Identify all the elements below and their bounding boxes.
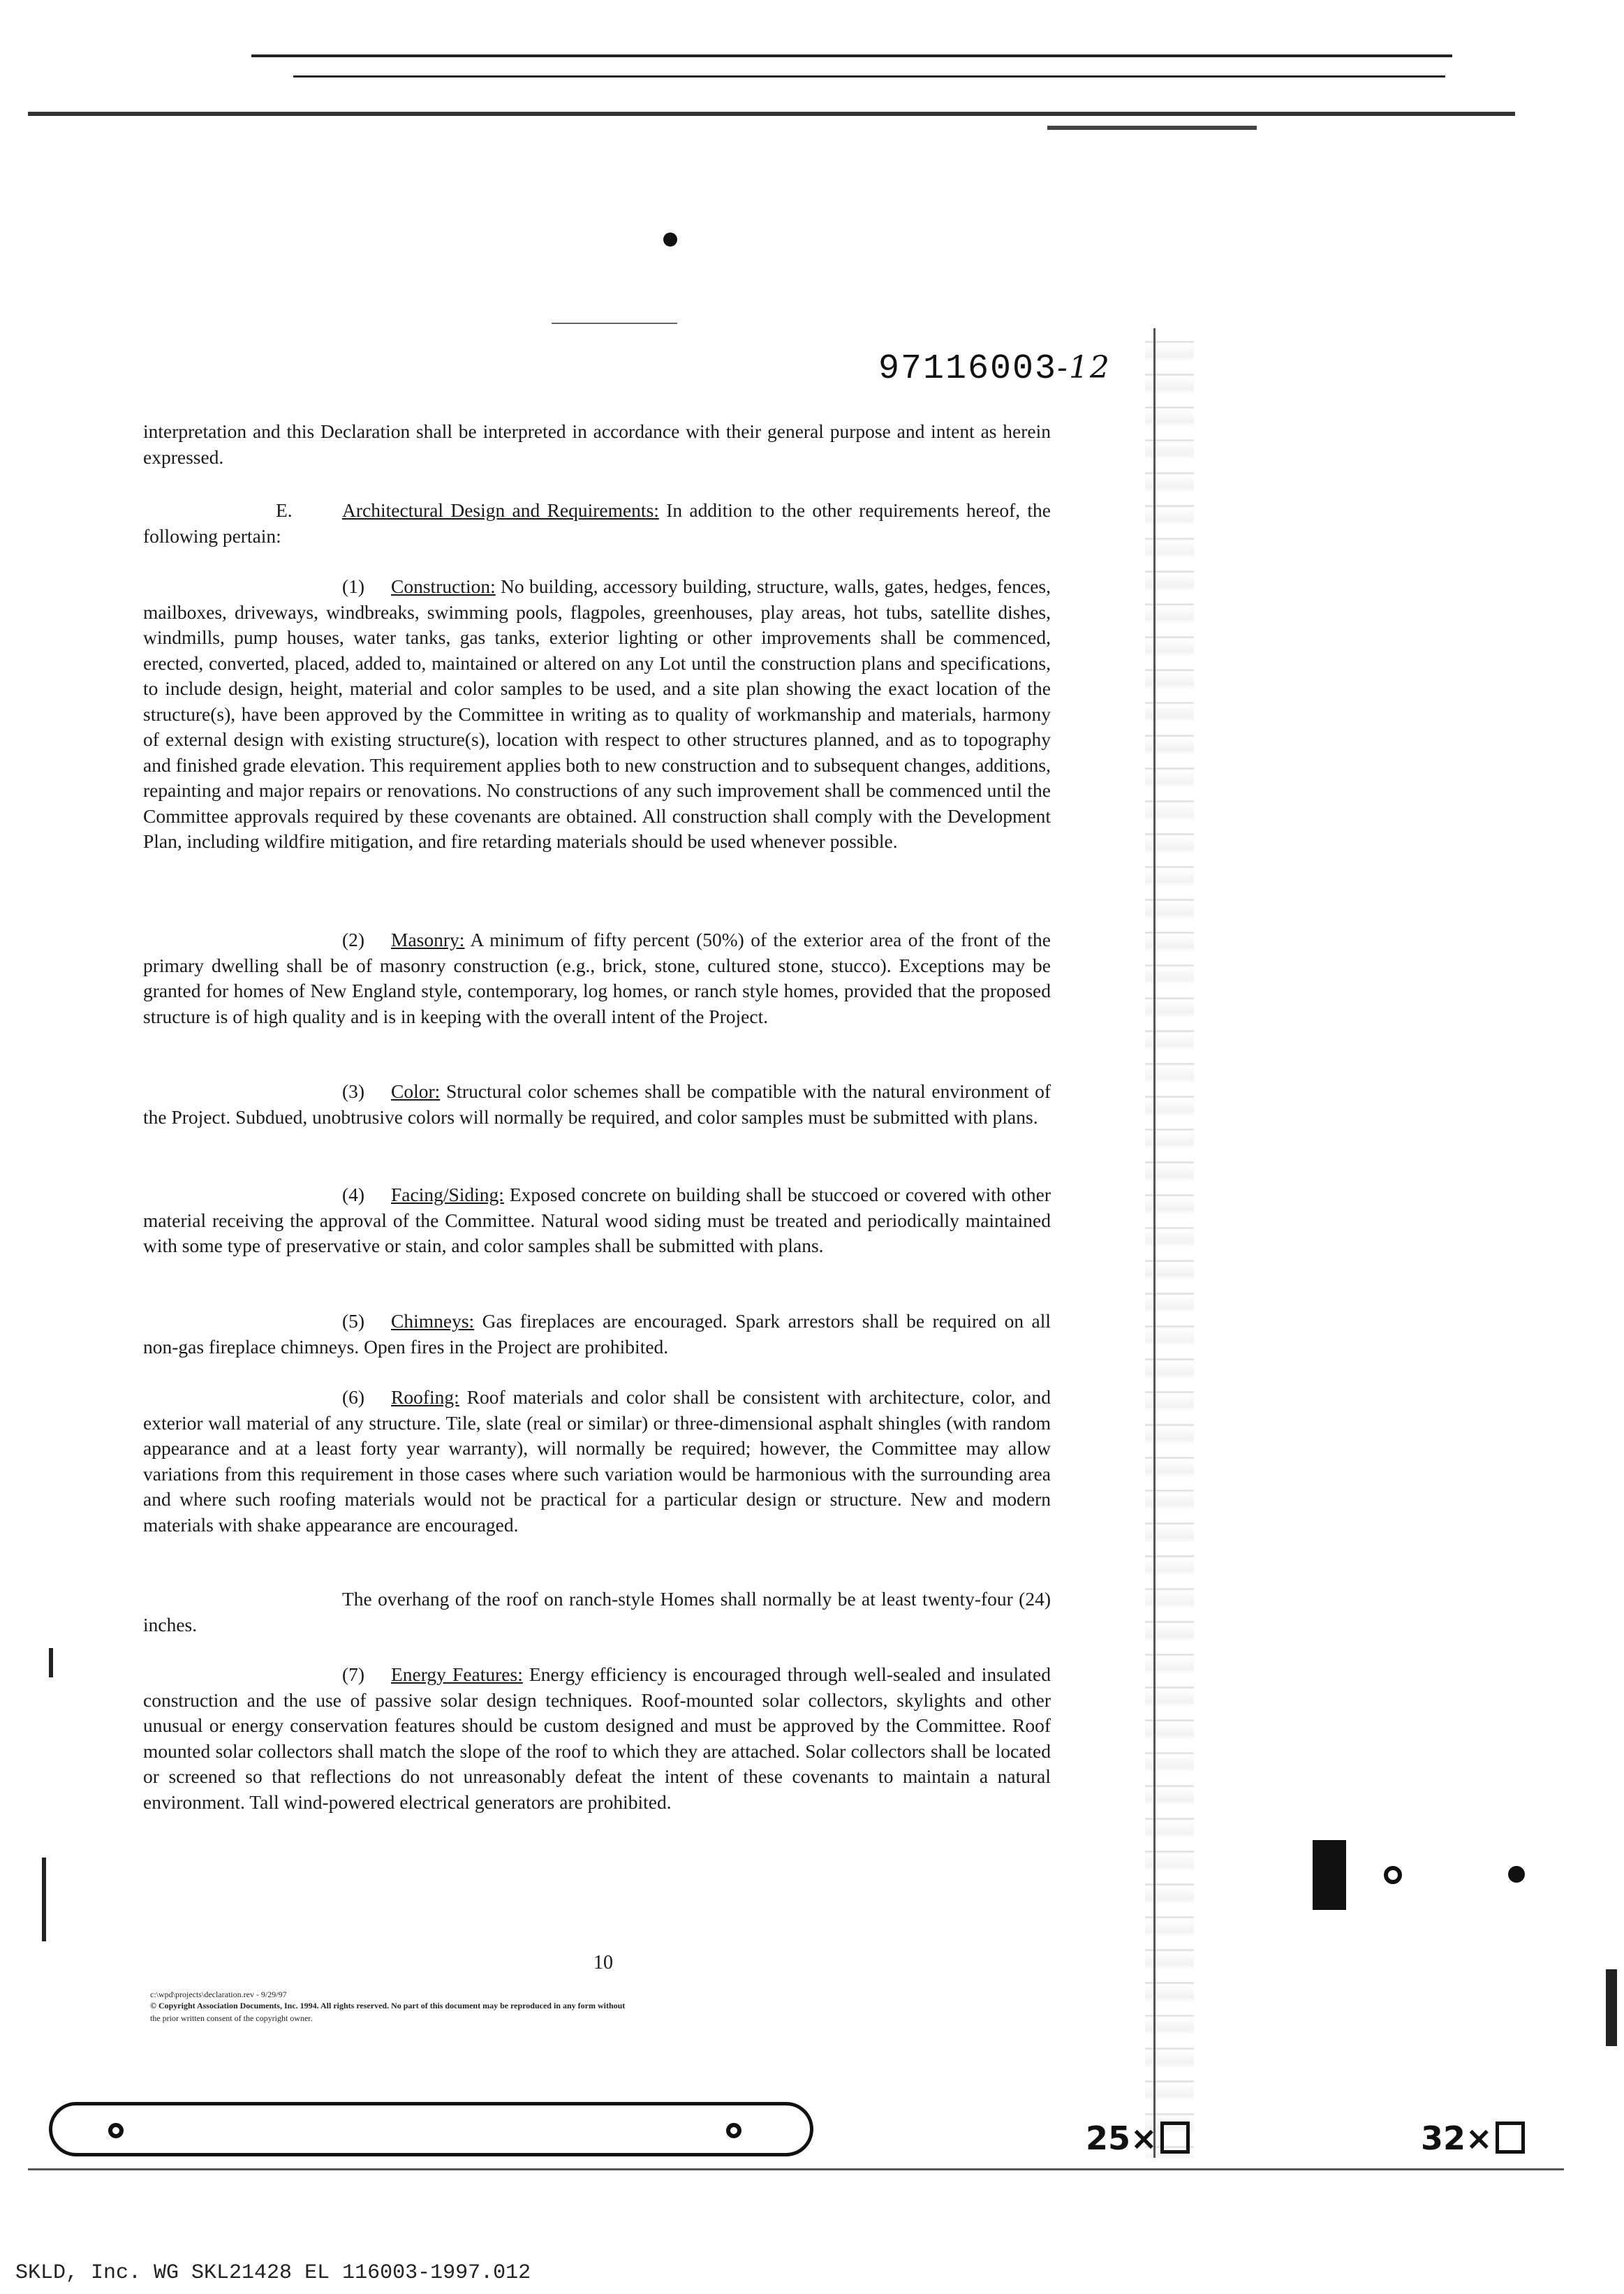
subsection-6-overhang [143, 1587, 1051, 1638]
scan-dash [552, 323, 677, 324]
scan-rule-top-2 [293, 75, 1445, 78]
scan-rule-top-3 [28, 112, 1515, 116]
scan-margin-noise [1145, 328, 1194, 2158]
paragraph-intro: interpretation and this Declaration shall be interpreted in accordance with their general purpose and intent as herein expressed. [143, 420, 1051, 468]
subsection-1-text: No building, accessory building, structure, walls, gates, hedges, fences, mailboxes, driveways, windbreaks, swimming pools, flagpoles, greenhouses, play areas, hot tubs, satellite dishes, windmills, pump houses, water tanks, gas tanks, exterior lighting or other improvements shall be commenced, erected, converted, placed, added to, maintained or altered on any Lot until the construction plans and specifications, to include design, height, material and color samples to be used, and a site plan showing the exact location of the structure(s), have been approved by the Committee in writing as to quality of workmanship and materials, harmony of external design with existing structure(s), location with respect to other structures planned, and as to topography and finished grade elevation. This requirement applies both to new construction and to subsequent changes, additions, repainting and major repairs or renovations. No constructions of any such improvement shall be commenced until the Committee approvals required by these covenants are obtained. All construction shall comply with the Development Plan, including wildfire mitigation, and fire retarding materials should be used whenever possible. [143, 575, 1051, 852]
reduction-mark-25 [1086, 2119, 1190, 2157]
subsection-5 [143, 1309, 1051, 1360]
footnote-copyright: © Copyright Association Documents, Inc. 1994. All rights reserved. No part of this document may be reproduced in any form without [150, 2001, 626, 2010]
subsection-5-heading: Chimneys: [391, 1310, 475, 1332]
subsection-7 [143, 1662, 1051, 1815]
section-e-label: E. [276, 499, 293, 521]
scan-rule-top-4 [1047, 126, 1257, 130]
reduction-32-label: 32× [1421, 2119, 1493, 2157]
scan-ring-2 [108, 2123, 124, 2138]
scan-blotch-1 [1313, 1840, 1346, 1910]
document-number: 97116003 [878, 349, 1058, 389]
scan-dot-top [663, 233, 677, 247]
subsection-3 [143, 1079, 1051, 1130]
subsection-5-number: (5) [342, 1310, 365, 1332]
reduction-25-label: 25× [1086, 2119, 1158, 2157]
subsection-2 [143, 927, 1051, 1029]
subsection-7-number: (7) [342, 1663, 365, 1685]
subsection-2-heading: Masonry: [391, 929, 465, 950]
subsection-4 [143, 1182, 1051, 1259]
scan-margin-line [1153, 328, 1156, 2158]
subsection-1 [143, 574, 1051, 855]
subsection-2-number: (2) [342, 929, 365, 950]
document-body [143, 419, 1051, 470]
section-e-heading: Architectural Design and Requirements: [342, 499, 659, 521]
scan-mark-left-1 [49, 1648, 53, 1677]
subsection-3-text: Structural color schemes shall be compatible with the natural environment of the Project. Subdued, unobtrusive colors will normally be required, and color samples must be submitted with plans. [143, 1080, 1051, 1128]
subsection-6 [143, 1385, 1051, 1538]
page-number: 10 [593, 1952, 613, 1973]
subsection-6-overhang-text: The overhang of the roof on ranch-style Homes shall normally be at least twenty-four (24) inches. [143, 1588, 1051, 1635]
subsection-5-text: Gas fireplaces are encouraged. Spark arrestors shall be required on all non-gas fireplace chimneys. Open fires in the Project are prohibited. [143, 1310, 1051, 1358]
scan-dot-right [1508, 1866, 1525, 1883]
scan-ring-3 [726, 2123, 741, 2138]
subsection-4-text: Exposed concrete on building shall be stuccoed or covered with other material receiving the approval of the Committee. Natural wood siding must be treated and periodically maintained with some type of preservative or stain, and color samples shall be submitted with plans. [143, 1184, 1051, 1256]
footnote-consent: the prior written consent of the copyright owner. [150, 2013, 313, 2023]
subsection-3-heading: Color: [391, 1080, 441, 1102]
scan-rule-top-1 [251, 54, 1452, 57]
reduction-box-icon-2 [1496, 2122, 1525, 2154]
subsection-7-text: Energy efficiency is encouraged through well-sealed and insulated construction and the use of passive solar design techniques. Roof-mounted solar collectors, skylights and other unusual or energy conservation features should be custom designed and must be approved by the Committee. Roof mounted solar collectors shall match the slope of the roof to which they are attached. Solar collectors shall be located or screened so that reflections do not unreasonably defeat the intent of these covenants to maintain a natural environment. Tall wind-powered electrical generators are prohibited. [143, 1663, 1051, 1813]
footnote-file-path: c:\wpd\projects\declaration.rev - 9/29/97 [150, 1990, 287, 1999]
reduction-box-icon [1160, 2122, 1190, 2154]
subsection-1-heading: Construction: [391, 575, 496, 597]
scan-ring-1 [1384, 1866, 1402, 1884]
document-number-suffix: -12 [1057, 350, 1111, 385]
subsection-3-number: (3) [342, 1080, 365, 1102]
subsection-6-text: Roof materials and color shall be consistent with architecture, color, and exterior wall material of any structure. Tile, slate (real or similar) or three-dimensional asphalt shingles (with random appearance and at a least forty year warranty), will normally be required; however, the Committee may allow variations from this requirement in those cases where such variation would be harmonious with the surrounding area and where such roofing materials would not be practical for a particular design or structure. New and modern materials with shake appearance are encouraged. [143, 1386, 1051, 1536]
scan-rounded-frame [49, 2102, 813, 2156]
subsection-4-number: (4) [342, 1184, 365, 1205]
subsection-4-heading: Facing/Siding: [391, 1184, 504, 1205]
scan-rule-bottom [28, 2168, 1564, 2170]
reduction-mark-32 [1421, 2119, 1525, 2157]
section-e [143, 498, 1051, 549]
subsection-6-number: (6) [342, 1386, 365, 1408]
document-number-stamp [878, 349, 1111, 389]
source-identifier: SKLD, Inc. WG SKL21428 EL 116003-1997.012 [15, 2261, 531, 2285]
section-e-text: In addition to the other requirements hereof, the following pertain: [143, 499, 1051, 547]
subsection-1-number: (1) [342, 575, 365, 597]
subsection-6-heading: Roofing: [391, 1386, 459, 1408]
subsection-7-heading: Energy Features: [391, 1663, 523, 1685]
scan-mark-right-edge [1606, 1969, 1617, 2046]
scan-mark-left-2 [42, 1858, 46, 1941]
subsection-2-text: A minimum of fifty percent (50%) of the exterior area of the front of the primary dwelling shall be of masonry construction (e.g., brick, stone, cultured stone, stucco). Exceptions may be granted for homes of New England style, contemporary, log homes, or ranch style homes, provided that the proposed structure is of high quality and is in keeping with the overall intent of the Project. [143, 929, 1051, 1027]
